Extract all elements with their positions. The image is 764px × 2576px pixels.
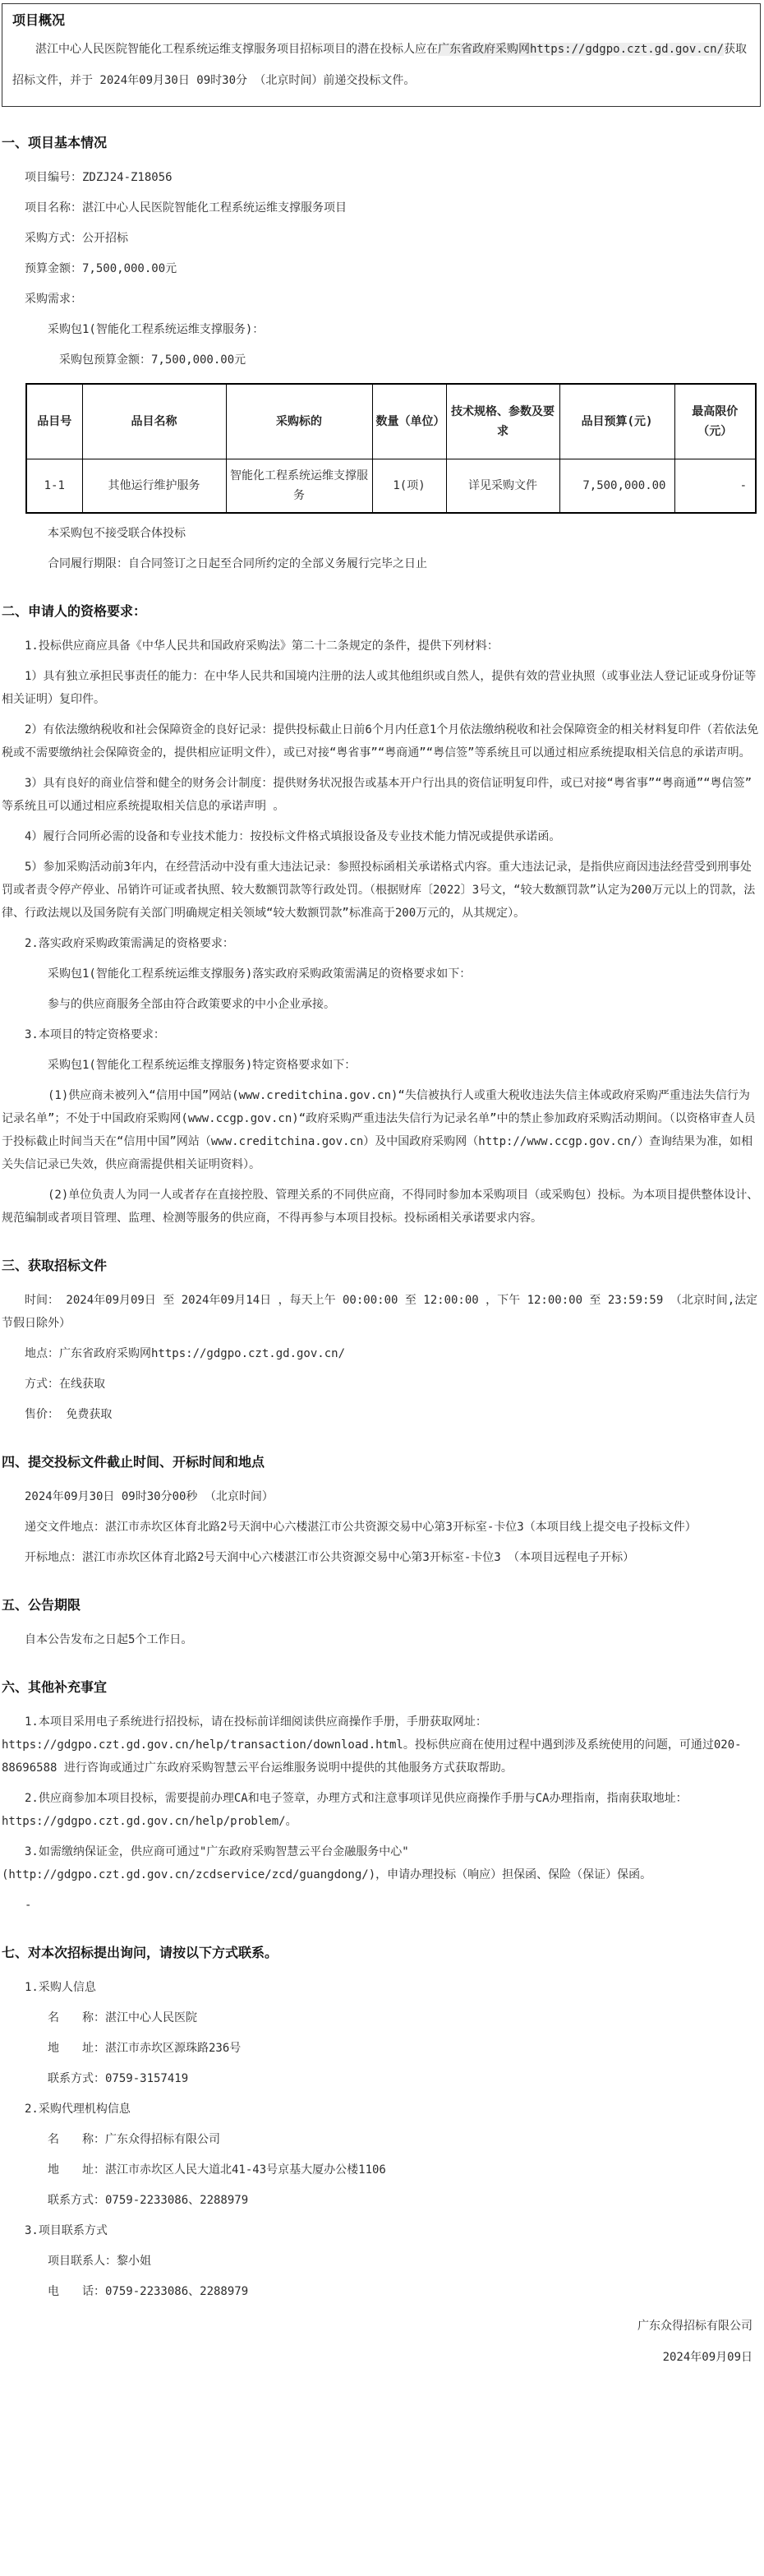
obtain-time: 时间： 2024年09月09日 至 2024年09月14日 ，每天上午 00:00:00 至 12:00:00 ，下午 12:00:00 至 23:59:59 （北京时间,法定节假日除外） — [2, 1294, 758, 1330]
paragraph: 参与的供应商服务全部由符合政策要求的中小企业承接。 — [48, 998, 335, 1011]
project-contact-title: 3.项目联系方式 — [25, 2224, 108, 2237]
cell-specs: 详见采购文件 — [446, 459, 559, 514]
contract-period-note: 合同履行期限：自合同签订之日起至合同所约定的全部义务履行完毕之日止 — [48, 557, 427, 570]
section-heading: 四、提交投标文件截止时间、开标时间和地点 — [2, 1454, 265, 1470]
procurement-site-link[interactable]: 广东省政府采购网https://gdgpo.czt.gd.gov.cn/ — [438, 43, 725, 56]
cell-item-name: 其他运行维护服务 — [82, 459, 226, 514]
col-subject: 采购标的 — [226, 384, 372, 459]
submission-place: 递交文件地点：湛江市赤坎区体育北路2号天润中心六楼湛江市公共资源交易中心第3开标室-卡位3（本项目线上提交电子投标文件） — [25, 1521, 697, 1534]
paragraph: 3）具有良好的商业信誉和健全的财务会计制度：提供财务状况报告或基本开户行出具的资信证明复印件，或已对接“粤省事”“粤商通”“粤信签”等系统且可以通过相应系统提取相关信息的承诺声明 。 — [2, 777, 752, 813]
project-name: 项目名称：湛江中心人民医院智能化工程系统运维支撑服务项目 — [25, 201, 347, 215]
paragraph: 采购包1(智能化工程系统运维支撑服务)落实政府采购政策需满足的资格要求如下： — [48, 967, 472, 981]
paragraph: 1.本项目采用电子系统进行招投标，请在投标前详细阅读供应商操作手册，手册获取网址：https://gdgpo.czt.gd.gov.cn/help/transaction/download.html。投标供应商在使用过程中遇到涉及系统使用的问题，可通过020-88696588 进行咨询或通过广东政府采购智慧云平台运维服务说明中提供的其他服务方式获取帮助。 — [2, 1715, 742, 1775]
overview-intro-pre: 湛江中心人民医院智能化工程系统运维支撑服务项目招标项目的潜在投标人应在 — [35, 43, 438, 56]
paragraph: 2）有依法缴纳税收和社会保障资金的良好记录：提供投标截止日前6个月内任意1个月依法缴纳税收和社会保障资金的相关材料复印件（若依法免税或不需要缴纳社会保障资金的，提供相应证明文件），或已对接“粤省事”“粤商通”“粤信签”等系统且可以通过相应系统提取相关信息的承诺声明。 — [2, 723, 759, 759]
obtain-method: 方式：在线获取 — [25, 1378, 105, 1391]
deadline-time: 2024年09月30日 09时30分00秒 （北京时间） — [25, 1490, 274, 1503]
paragraph: 1）具有独立承担民事责任的能力：在中华人民共和国境内注册的法人或其他组织或自然人，提供有效的营业执照（或事业法人登记证或身份证等相关证明）复印件。 — [2, 670, 757, 706]
agency-address: 地 址：湛江市赤坎区人民大道北41-43号京基大厦办公楼1106 — [48, 2163, 386, 2177]
overview-intro — [12, 34, 748, 96]
procurement-demand: 采购需求： — [25, 293, 82, 306]
section-announcement-period — [2, 1595, 761, 1651]
cell-subject: 智能化工程系统运维支撑服务 — [226, 459, 372, 514]
package-line: 采购包1(智能化工程系统运维支撑服务)： — [48, 323, 265, 336]
obtain-place: 地点：广东省政府采购网https://gdgpo.czt.gd.gov.cn/ — [25, 1347, 346, 1360]
agency-info-title: 2.采购代理机构信息 — [25, 2103, 131, 2116]
cell-max-price: - — [674, 459, 756, 514]
project-contact-phone: 电 话：0759-2233086、2288979 — [48, 2285, 249, 2298]
budget-amount: 预算金额：7,500,000.00元 — [25, 262, 177, 275]
project-number: 项目编号：ZDZJ24-Z18056 — [25, 171, 173, 184]
no-consortium-note: 本采购包不接受联合体投标 — [48, 527, 186, 540]
overview-intro-post: 获取招标文件，并于 2024年09月30日 09时30分 （北京时间）前递交投标文件。 — [12, 43, 748, 87]
section-heading: 七、对本次招标提出询问，请按以下方式联系。 — [2, 1945, 278, 1960]
section-heading: 五、公告期限 — [2, 1597, 81, 1613]
procurement-method: 采购方式：公开招标 — [25, 232, 128, 245]
section-qualification — [2, 602, 761, 1230]
section-submission-opening — [2, 1452, 761, 1569]
paragraph: 3.本项目的特定资格要求： — [25, 1028, 165, 1041]
paragraph: 2.落实政府采购政策需满足的资格要求： — [25, 937, 234, 950]
col-specs: 技术规格、参数及要求 — [446, 384, 559, 459]
paragraph: 3.如需缴纳保证金，供应商可通过"广东政府采购智慧云平台金融服务中心"(http://gdgpo.czt.gd.gov.cn/zcdservice/zcd/guangdong/)，申请办理投标（响应）担保函、保险（保证）保函。 — [2, 1845, 652, 1881]
signature-agency: 广东众得招标有限公司 — [637, 2320, 752, 2333]
items-table — [25, 383, 757, 514]
col-item-name: 品目名称 — [82, 384, 226, 459]
signature-date: 2024年09月09日 — [662, 2351, 752, 2364]
paragraph: 采购包1(智能化工程系统运维支撑服务)特定资格要求如下： — [48, 1059, 357, 1072]
paragraph: 4）履行合同所必需的设备和专业技术能力：按投标文件格式填报设备及专业技术能力情况或提供承诺函。 — [25, 830, 561, 843]
purchaser-name: 名 称：湛江中心人民医院 — [48, 2011, 197, 2024]
section-supplementary — [2, 1678, 761, 1917]
agency-name: 名 称：广东众得招标有限公司 — [48, 2133, 220, 2146]
col-item-budget: 品目预算(元) — [559, 384, 674, 459]
overview-title: 项目概况 — [12, 12, 66, 28]
paragraph: - — [25, 1899, 32, 1912]
section-heading: 六、其他补充事宜 — [2, 1679, 108, 1695]
cell-quantity: 1(项) — [372, 459, 446, 514]
cell-item-no: 1-1 — [26, 459, 82, 514]
table-row — [26, 459, 756, 514]
table-header-row — [26, 384, 756, 459]
project-contact-person: 项目联系人：黎小姐 — [48, 2255, 151, 2268]
opening-place: 开标地点：湛江市赤坎区体育北路2号天润中心六楼湛江市公共资源交易中心第3开标室-卡位3 （本项目远程电子开标） — [25, 1551, 635, 1564]
agency-phone: 联系方式：0759-2233086、2288979 — [48, 2194, 249, 2207]
section-heading: 二、申请人的资格要求： — [2, 603, 147, 619]
section-heading: 一、项目基本情况 — [2, 135, 108, 150]
paragraph: 1.投标供应商应具备《中华人民共和国政府采购法》第二十二条规定的条件，提供下列材料： — [25, 639, 499, 653]
obtain-price: 售价： 免费获取 — [25, 1408, 113, 1421]
cell-item-budget: 7,500,000.00 — [559, 459, 674, 514]
section-basic-info — [2, 133, 761, 575]
package-budget: 采购包预算金额：7,500,000.00元 — [59, 353, 246, 367]
signature-block — [2, 2315, 761, 2369]
purchaser-address: 地 址：湛江市赤坎区源珠路236号 — [48, 2042, 242, 2055]
paragraph: 2.供应商参加本项目投标，需要提前办理CA和电子签章，办理方式和注意事项详见供应商操作手册与CA办理指南，指南获取地址：https://gdgpo.czt.gd.gov.cn/help/problem/。 — [2, 1792, 688, 1828]
project-overview-box — [2, 3, 761, 107]
section-contacts — [2, 1943, 761, 2303]
paragraph: (1)供应商未被列入“信用中国”网站(www.creditchina.gov.cn)“失信被执行人或重大税收违法失信主体或政府采购严重违法失信行为记录名单”；不处于中国政府采购网(www.ccgp.gov.cn)“政府采购严重违法失信行为记录名单”中的禁止参加政府采购活动期间。（以资格审查人员于投标截止时间当天在“信用中国”网站（www.creditchina.gov.cn）及中国政府采购网（http://www.ccgp.gov.cn/）查询结果为准，如相关失信记录已失效，供应商需提供相关证明资料）。 — [2, 1089, 756, 1171]
section-heading: 三、获取招标文件 — [2, 1258, 108, 1273]
col-item-no: 品目号 — [26, 384, 82, 459]
announcement-period: 自本公告发布之日起5个工作日。 — [25, 1633, 193, 1646]
purchaser-phone: 联系方式：0759-3157419 — [48, 2072, 189, 2085]
col-quantity: 数量（单位） — [372, 384, 446, 459]
paragraph: (2)单位负责人为同一人或者存在直接控股、管理关系的不同供应商，不得同时参加本采购项目（或采购包）投标。为本项目提供整体设计、规范编制或者项目管理、监理、检测等服务的供应商，不得再参与本项目投标。投标函相关承诺要求内容。 — [2, 1189, 759, 1225]
paragraph: 5）参加采购活动前3年内，在经营活动中没有重大违法记录：参照投标函相关承诺格式内容。重大违法记录，是指供应商因违法经营受到刑事处罚或者责令停产停业、吊销许可证或者执照、较大数额罚款等行政处罚。（根据财库〔2022〕3号文，“较大数额罚款”认定为200万元以上的罚款，法律、行政法规以及国务院有关部门明确规定相关领域“较大数额罚款”标准高于200万元的，从其规定）。 — [2, 861, 756, 920]
col-max-price: 最高限价（元） — [674, 384, 756, 459]
purchaser-info-title: 1.采购人信息 — [25, 1981, 96, 1994]
section-obtain-documents — [2, 1256, 761, 1426]
